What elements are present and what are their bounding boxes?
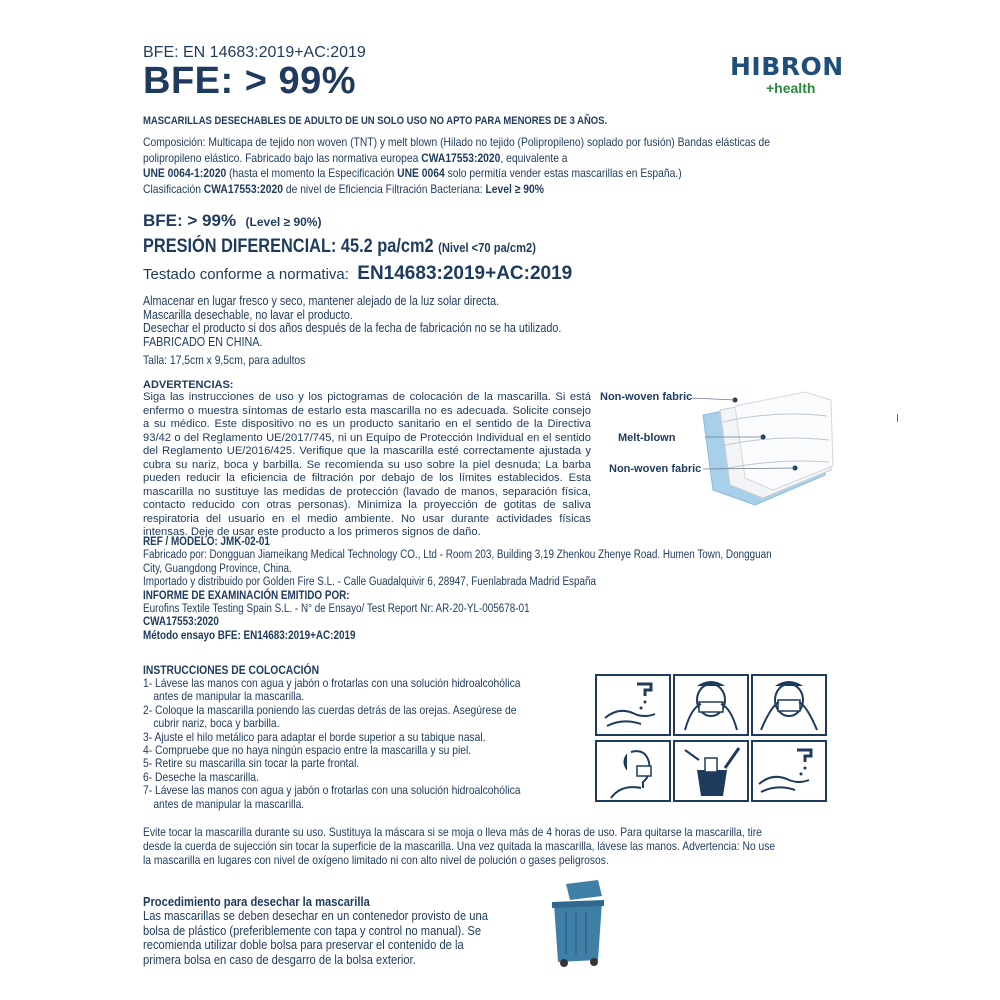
instruction-line: 7- Lávese las manos con agua y jabón o frotarlas con una solución hidroalcohólica: [143, 783, 521, 798]
report-number: Eurofins Textile Testing Spain S.L. - N° de Ensayo/ Test Report Nr: AR-20-YL-005678-01: [143, 603, 530, 616]
usage-warning: Evite tocar la mascarilla durante su uso. Sustituya la máscara si se moja o lleva más de 4 horas de uso. Para quitarse la mascarilla, tire desde la cuerda de sujección sin tocar la superficie de la mascarilla. Una vez quitada la mascarilla, lávese las manos. Advertencia: No use la mascarilla en lugares con nivel de oxígeno limitado ni con alto nivel de polución o gases peligrosos.: [143, 825, 776, 867]
warnings-body: Siga las instrucciones de uso y los pictogramas de colocación de la mascarilla. Si está enfermo o muestra síntomas de estarlo esta mascarilla no es adecuada. Solicite consejo a su médico. Este dispositivo no es un producto sanitario en el sentido de la Directiva 93/42 o del Reglamento UE/2017/745, ni un Equipo de Protección Individual en el sentido del Reglamento UE/2016/425. Verifique que la mascarilla esté correctamente ajustada y cubra su nariz, boca y barbilla. Se recomienda su uso sobre la piel desnuda; La barba pueden reducir la eficiencia de filtración por debajo de los límites establecidos. Esta mascarilla no sustituye las medidas de protección (lavado de manos, separación física, contacto reducido con otras personas). Minimiza la proyección de gotitas de saliva respiratoria del usuario en el medio ambiente. No usar durante actividades físicas intensas. Deje de usar este producto a los primeros signos de daño.: [143, 391, 591, 538]
storage-info: Almacenar en lugar fresco y seco, mantener alejado de la luz solar directa. Mascarilla desechable, no lavar el producto. Desechar el producto si dos años después de la fecha de fabricación no se ha utilizado. FABRICADO EN CHINA.: [143, 294, 562, 349]
standard-heading: BFE: EN 14683:2019+AC:2019: [143, 44, 366, 61]
manufacturer-cont: City, Guangdong Province, China.: [143, 562, 292, 575]
pictogram-wash-again: [751, 740, 827, 802]
instruction-line: 5- Retire su mascarilla sin tocar la parte frontal.: [143, 756, 360, 771]
layer-label-middle: Melt-blown: [618, 432, 676, 444]
composition-line-4: Clasificación CWA17553:2020 de nivel de Eficiencia Filtración Bacteriana: Level ≥ 90%: [143, 181, 544, 196]
check-fit-icon: [597, 742, 669, 800]
wash-hands-icon: [597, 676, 669, 734]
pressure-line: PRESIÓN DIFERENCIAL: 45.2 pa/cm2 (Nivel <70 pa/cm2): [143, 236, 536, 257]
disposal-title: Procedimiento para desechar la mascarilla: [143, 894, 370, 909]
instruction-line: 1- Lávese las manos con agua y jabón o frotarlas con una solución hidroalcohólica: [143, 676, 521, 690]
pictogram-wash-hands: [595, 674, 671, 736]
test-method: Método ensayo BFE: EN14683:2019+AC:2019: [143, 629, 356, 642]
trash-bin-icon: [548, 878, 608, 968]
instruction-line: antes de manipular la mascarilla.: [153, 689, 305, 704]
importer: Importado y distribuido por Golden Fire S.L. - Calle Guadalquivir 6, 28947, Fuenlabrada Madrid España: [143, 576, 597, 589]
warnings-title: ADVERTENCIAS:: [143, 379, 234, 391]
composition: [143, 135, 770, 197]
pictogram-adjust-mask: [751, 674, 827, 736]
report-title: INFORME DE EXAMINACIÓN EMITIDO POR:: [143, 589, 350, 602]
instruction-line: cubrir nariz, boca y barbilla.: [153, 716, 280, 731]
size-info: Talla: 17,5cm x 9,5cm, para adultos: [143, 353, 306, 367]
bin-disposal-icon: [675, 742, 747, 800]
composition-line-3: UNE 0064-1:2020 (hasta el momento la Especificación UNE 0064 solo permitía vender estas mascarillas en España.): [143, 166, 682, 180]
reference-block: [143, 536, 772, 643]
headline: MASCARILLAS DESECHABLES DE ADULTO DE UN SOLO USO NO APTO PARA MENORES DE 3 AÑOS.: [143, 115, 608, 127]
instruction-line: 4- Compruebe que no haya ningún espacio entre la mascarilla y su piel.: [143, 743, 472, 758]
placement-pictograms: [595, 674, 831, 804]
cwa-ref: CWA17553:2020: [143, 616, 219, 629]
pictogram-dispose-mask: [673, 740, 749, 802]
instructions-list: [143, 677, 520, 811]
disposal-body: Las mascarillas se deben desechar en un contenedor provisto de una bolsa de plástico (preferiblemente con tapa y control no manual). Se recomienda utilizar doble bolsa para preservar el contenido de la primera bolsa en caso de desgarro de la bolsa exterior.: [143, 908, 488, 967]
layer-label-outer: Non-woven fabric: [600, 391, 693, 403]
adjust-mask-icon: [753, 676, 825, 734]
pictogram-put-on-mask: [673, 674, 749, 736]
instruction-line: antes de manipular la mascarilla.: [153, 796, 305, 811]
layer-label-inner: Non-woven fabric: [609, 463, 702, 475]
composition-line-2: polipropileno elástico. Fabricado bajo las normativa europea CWA17553:2020, equivalente a: [143, 150, 568, 165]
put-on-mask-icon: [675, 676, 747, 734]
instruction-line: 3- Ajuste el hilo metálico para adaptar el borde superior a su tabique nasal.: [143, 729, 486, 744]
bfe-heading: BFE: > 99%: [143, 60, 357, 102]
instructions-title: INSTRUCCIONES DE COLOCACIÓN: [143, 663, 320, 677]
page-mark: [897, 414, 898, 422]
bfe-line: BFE: > 99% (Level ≥ 90%): [143, 211, 322, 230]
hibron-logo: [730, 52, 844, 96]
composition-line-1: Composición: Multicapa de tejido non woven (TNT) y melt blown (Hilado no tejido (Polipropileno) soplado por fusión) Bandas elásticas de: [143, 135, 770, 149]
logo-sub: +health: [766, 80, 816, 96]
test-line: Testado conforme a normativa: EN14683:2019+AC:2019: [143, 263, 573, 284]
wash-hands-again-icon: [753, 742, 825, 800]
pictogram-check-fit: [595, 740, 671, 802]
instruction-line: 6- Deseche la mascarilla.: [143, 769, 259, 784]
logo-name: HIBRON: [730, 52, 844, 81]
manufacturer: Fabricado por: Dongguan Jiameikang Medical Technology CO., Ltd - Room 203, Building 3,19 Zhenkou Zhenye Road. Humen Town, Dongguan: [143, 549, 772, 562]
mask-image: [692, 392, 833, 505]
instruction-line: 2- Coloque la mascarilla poniendo las cuerdas detrás de las orejas. Asegúrese de: [143, 702, 517, 717]
model-ref: REF / MODELO: JMK-02-01: [143, 536, 270, 548]
